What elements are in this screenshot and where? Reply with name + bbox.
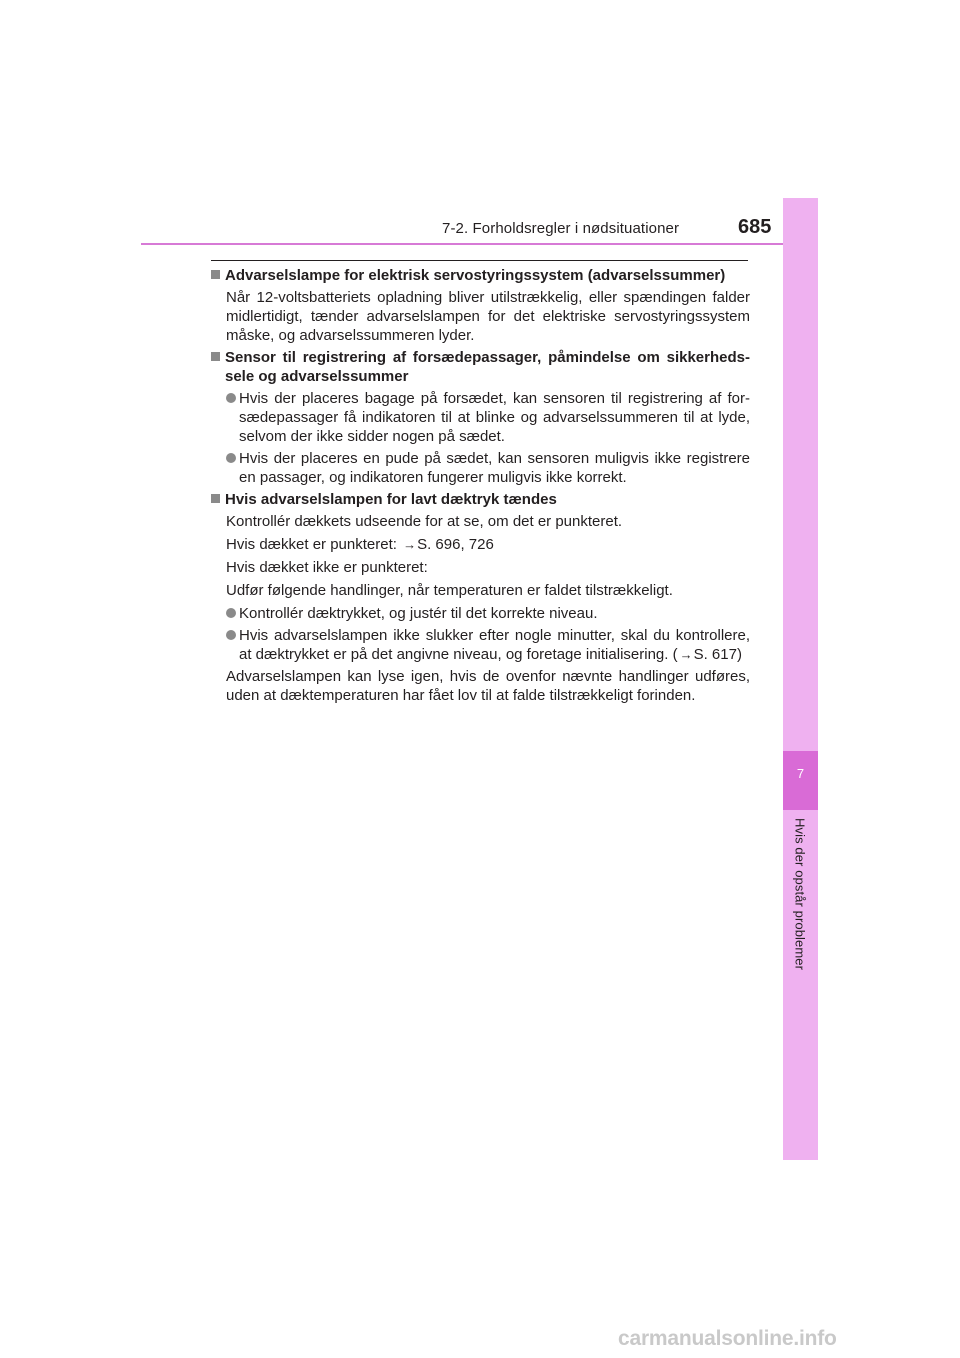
page-number: 685 — [738, 216, 772, 238]
content-divider — [211, 260, 748, 261]
watermark: carmanualsonline.info — [618, 1327, 837, 1350]
arrow-right-icon: → — [679, 647, 693, 662]
round-bullet-icon — [226, 630, 236, 640]
square-bullet-icon — [211, 352, 220, 361]
list-item-text-body: Hvis advarselslampen ikke slukker efter nogle minutter, skal du kontrollere, at dæktrykket er på det angivne niveau, og foretage initialisering. ( — [239, 627, 750, 663]
list-item-text: Kontrollér dæktrykket, og justér til det korrekte niveau. — [239, 605, 598, 622]
list-item-text: Hvis der placeres bagage på forsædet, kan sensoren til registrering af for-sædepassager få indikatoren til at blinke og advarselssummeren til at lyde, selvom der ikke sidder nogen på sædet. — [239, 390, 750, 445]
paragraph: Hvis dækket ikke er punkteret: — [226, 559, 428, 576]
section-heading — [211, 490, 750, 509]
square-bullet-icon — [211, 270, 220, 279]
paragraph: Når 12-voltsbatteriets opladning bliver utilstrækkelig, eller spændingen falder midlertidigt, tænder advarselslampen for det elektriske servostyringssystem måske, og advarselssummeren lyder. — [226, 289, 750, 344]
chapter-number: 7 — [796, 766, 805, 781]
section-heading-text: Hvis advarselslampen for lavt dæktryk tændes — [225, 491, 557, 508]
page-reference-link[interactable]: S. 696, 726 — [417, 536, 494, 553]
arrow-right-icon: → — [403, 537, 417, 552]
square-bullet-icon — [211, 494, 220, 503]
round-bullet-icon — [226, 453, 236, 463]
page-reference-link[interactable]: S. 617) — [693, 646, 742, 663]
header-section-title: 7-2. Forholdsregler i nødsituationer — [442, 220, 680, 237]
list-item — [211, 389, 750, 446]
list-item-text — [239, 626, 750, 664]
round-bullet-icon — [226, 393, 236, 403]
round-bullet-icon — [226, 608, 236, 618]
chapter-sidebar — [783, 198, 818, 1160]
section-heading — [211, 348, 750, 386]
list-item — [211, 449, 750, 487]
list-item-text: Hvis der placeres en pude på sædet, kan sensoren muligvis ikke registrere en passager, og indikatoren fungerer muligvis ikke korrekt. — [239, 450, 750, 486]
paragraph: Udfør følgende handlinger, når temperaturen er faldet tilstrækkeligt. — [226, 582, 673, 599]
paragraph: Kontrollér dækkets udseende for at se, om det er punkteret. — [226, 513, 623, 530]
section-heading-text: Advarselslampe for elektrisk servostyringssystem (advarselssummer) — [225, 267, 726, 284]
paragraph-with-reference — [211, 535, 750, 554]
list-item — [211, 604, 750, 623]
main-content — [211, 266, 750, 708]
chapter-title-vertical: Hvis der opstår problemer — [792, 818, 808, 971]
section-heading-text: Sensor til registrering af forsædepassager, påmindelse om sikkerheds-sele og advarselssummer — [225, 349, 750, 385]
list-item — [211, 626, 750, 664]
section-heading — [211, 266, 750, 285]
header-divider — [141, 243, 818, 245]
paragraph: Advarselslampen kan lyse igen, hvis de ovenfor nævnte handlinger udføres, uden at dæktemperaturen har fået lov til at falde tilstrækkeligt forinden. — [226, 668, 750, 704]
reference-label: Hvis dækket er punkteret: — [226, 536, 397, 553]
